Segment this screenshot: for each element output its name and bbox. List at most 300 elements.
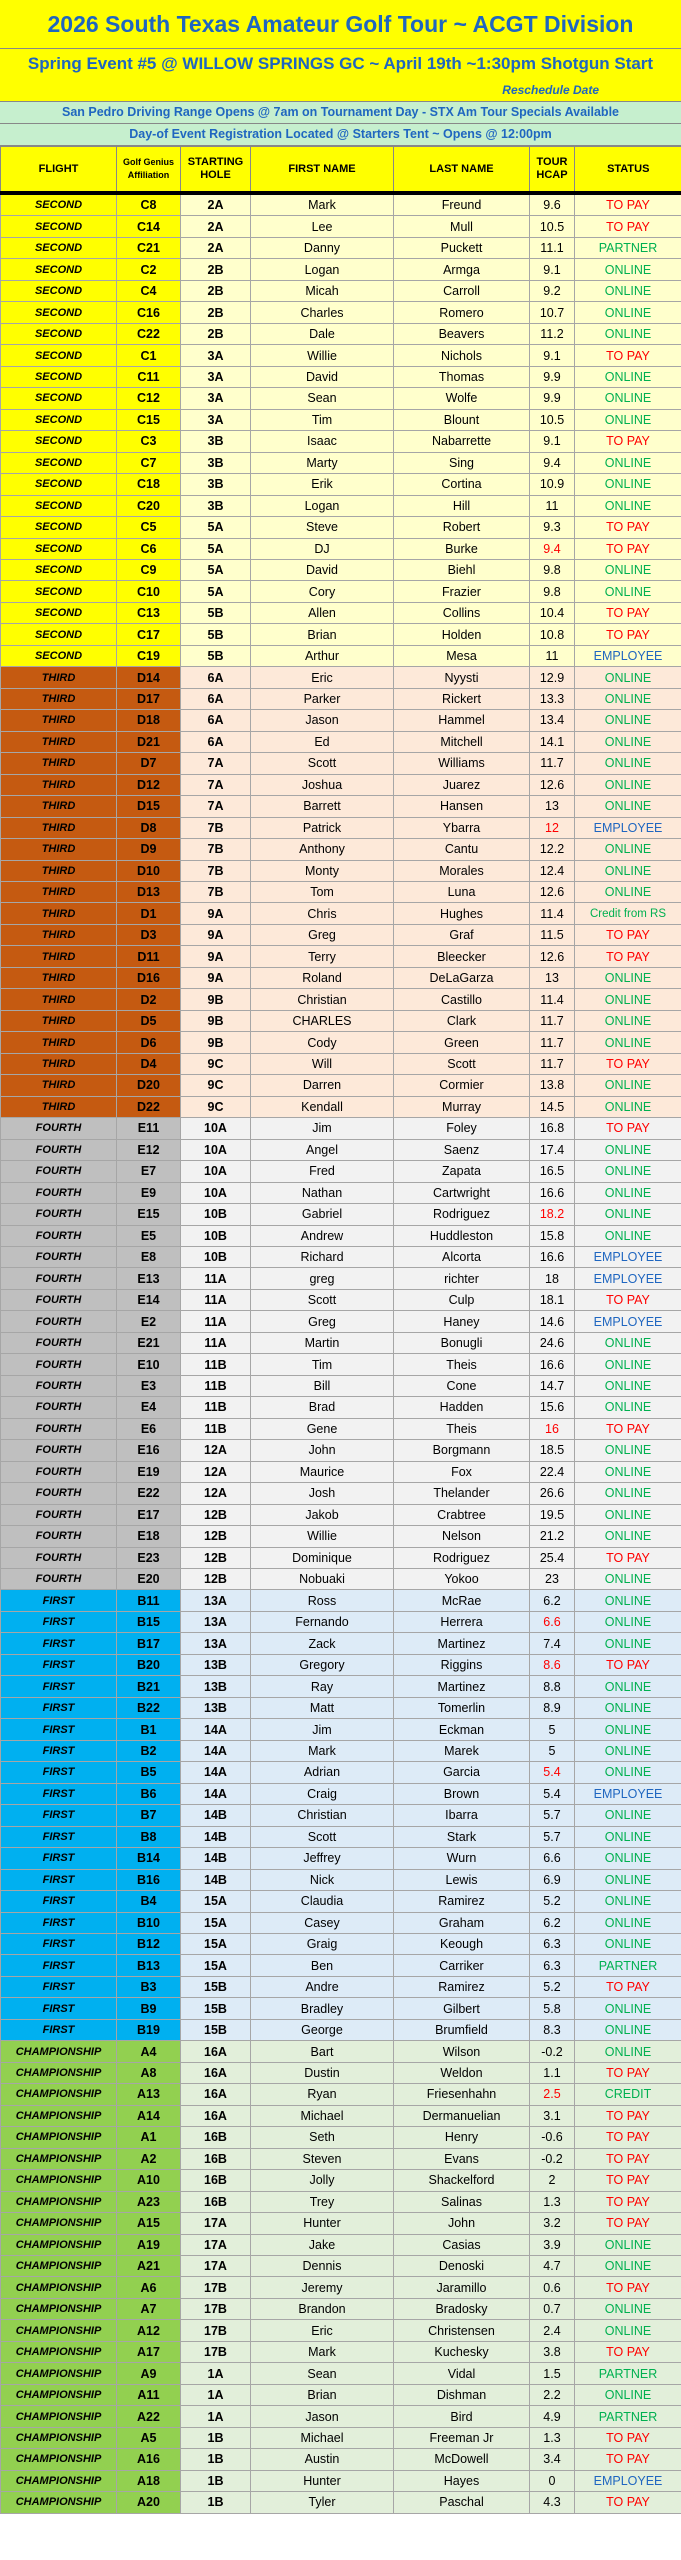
flight-cell: SECOND xyxy=(1,517,117,538)
starting-hole-cell: 9B xyxy=(181,1010,251,1031)
handicap-cell: 5.7 xyxy=(530,1826,575,1847)
status-cell: ONLINE xyxy=(575,1740,681,1761)
status-cell: ONLINE xyxy=(575,388,681,409)
last-name-cell: Blount xyxy=(394,409,530,430)
table-row[interactable] xyxy=(1,517,681,538)
flight-cell: CHAMPIONSHIP xyxy=(1,2256,117,2277)
first-name-cell: Andre xyxy=(251,1976,394,1997)
table-row[interactable] xyxy=(1,1826,681,1847)
status-cell: ONLINE xyxy=(575,1332,681,1353)
last-name-cell: Luna xyxy=(394,882,530,903)
table-row[interactable] xyxy=(1,1418,681,1439)
starting-hole-cell: 14A xyxy=(181,1719,251,1740)
affiliation-cell: C7 xyxy=(117,452,181,473)
last-name-cell: Mitchell xyxy=(394,731,530,752)
starting-hole-cell: 17B xyxy=(181,2298,251,2319)
first-name-cell: Richard xyxy=(251,1246,394,1267)
status-cell: ONLINE xyxy=(575,1762,681,1783)
affiliation-cell: A5 xyxy=(117,2427,181,2448)
table-row[interactable] xyxy=(1,1805,681,1826)
handicap-cell: 15.6 xyxy=(530,1397,575,1418)
table-row[interactable] xyxy=(1,581,681,602)
handicap-cell: 10.4 xyxy=(530,602,575,623)
first-name-cell: Austin xyxy=(251,2449,394,2470)
table-row[interactable] xyxy=(1,1032,681,1053)
table-row[interactable] xyxy=(1,2470,681,2491)
table-row[interactable] xyxy=(1,1139,681,1160)
col-hcap-header[interactable]: TOUR HCAP xyxy=(530,147,575,194)
starting-hole-cell: 11B xyxy=(181,1354,251,1375)
last-name-cell: Carriker xyxy=(394,1955,530,1976)
affiliation-cell: E15 xyxy=(117,1204,181,1225)
col-flight-header[interactable]: FLIGHT xyxy=(1,147,117,194)
starting-hole-cell: 16B xyxy=(181,2148,251,2169)
first-name-cell: Sean xyxy=(251,388,394,409)
table-row[interactable] xyxy=(1,1719,681,1740)
handicap-cell: 23 xyxy=(530,1569,575,1590)
table-row[interactable] xyxy=(1,1483,681,1504)
table-row[interactable] xyxy=(1,1526,681,1547)
affiliation-cell: D12 xyxy=(117,774,181,795)
table-row[interactable] xyxy=(1,817,681,838)
table-row[interactable] xyxy=(1,1096,681,1117)
table-row[interactable] xyxy=(1,2320,681,2341)
table-row[interactable] xyxy=(1,1375,681,1396)
status-cell: ONLINE xyxy=(575,452,681,473)
handicap-cell: 12.6 xyxy=(530,882,575,903)
affiliation-cell: B8 xyxy=(117,1826,181,1847)
flight-cell: CHAMPIONSHIP xyxy=(1,2320,117,2341)
flight-cell: FIRST xyxy=(1,1676,117,1697)
first-name-cell: Joshua xyxy=(251,774,394,795)
table-row[interactable] xyxy=(1,1289,681,1310)
handicap-cell: 8.8 xyxy=(530,1676,575,1697)
status-cell: ONLINE xyxy=(575,2234,681,2255)
status-cell: EMPLOYEE xyxy=(575,1311,681,1332)
table-row[interactable] xyxy=(1,1611,681,1632)
last-name-cell: Gilbert xyxy=(394,1998,530,2019)
flight-cell: CHAMPIONSHIP xyxy=(1,2449,117,2470)
table-row[interactable] xyxy=(1,2363,681,2384)
table-row[interactable] xyxy=(1,860,681,881)
last-name-cell: Theis xyxy=(394,1354,530,1375)
table-row[interactable] xyxy=(1,1053,681,1074)
first-name-cell: Scott xyxy=(251,1289,394,1310)
flight-cell: THIRD xyxy=(1,688,117,709)
starting-hole-cell: 16A xyxy=(181,2062,251,2083)
status-cell: ONLINE xyxy=(575,1204,681,1225)
starting-hole-cell: 15A xyxy=(181,1933,251,1954)
handicap-cell: 1.1 xyxy=(530,2062,575,2083)
table-row[interactable] xyxy=(1,538,681,559)
flight-cell: FIRST xyxy=(1,1783,117,1804)
handicap-cell: 14.6 xyxy=(530,1311,575,1332)
first-name-cell: Monty xyxy=(251,860,394,881)
table-row[interactable] xyxy=(1,1118,681,1139)
affiliation-cell: E20 xyxy=(117,1569,181,1590)
first-name-cell: Martin xyxy=(251,1332,394,1353)
table-row[interactable] xyxy=(1,1397,681,1418)
table-row[interactable] xyxy=(1,924,681,945)
last-name-cell: Brumfield xyxy=(394,2019,530,2040)
status-cell: ONLINE xyxy=(575,753,681,774)
table-row[interactable] xyxy=(1,2019,681,2040)
table-row[interactable] xyxy=(1,259,681,280)
table-row[interactable] xyxy=(1,602,681,623)
table-row[interactable] xyxy=(1,2406,681,2427)
flight-cell: FIRST xyxy=(1,1955,117,1976)
table-row[interactable] xyxy=(1,1676,681,1697)
affiliation-cell: C2 xyxy=(117,259,181,280)
last-name-cell: Garcia xyxy=(394,1762,530,1783)
table-row[interactable] xyxy=(1,796,681,817)
starting-hole-cell: 12B xyxy=(181,1504,251,1525)
table-row[interactable] xyxy=(1,1354,681,1375)
first-name-cell: Darren xyxy=(251,1075,394,1096)
table-row[interactable] xyxy=(1,1461,681,1482)
flight-cell: THIRD xyxy=(1,946,117,967)
table-row[interactable] xyxy=(1,2191,681,2212)
last-name-cell: Wurn xyxy=(394,1848,530,1869)
starting-hole-cell: 7A xyxy=(181,753,251,774)
affiliation-cell: E8 xyxy=(117,1246,181,1267)
table-row[interactable] xyxy=(1,1998,681,2019)
table-row[interactable] xyxy=(1,1440,681,1461)
table-row[interactable] xyxy=(1,2256,681,2277)
affiliation-cell: C6 xyxy=(117,538,181,559)
table-row[interactable] xyxy=(1,323,681,344)
first-name-cell: Steven xyxy=(251,2148,394,2169)
status-cell: ONLINE xyxy=(575,1096,681,1117)
starting-hole-cell: 9A xyxy=(181,924,251,945)
handicap-cell: 5 xyxy=(530,1719,575,1740)
last-name-cell: Nabarrette xyxy=(394,431,530,452)
table-row[interactable] xyxy=(1,431,681,452)
status-cell: TO PAY xyxy=(575,624,681,645)
table-row[interactable] xyxy=(1,237,681,258)
handicap-cell: 11.4 xyxy=(530,903,575,924)
table-row[interactable] xyxy=(1,409,681,430)
table-row[interactable] xyxy=(1,1225,681,1246)
table-row[interactable] xyxy=(1,193,681,216)
table-row[interactable] xyxy=(1,1161,681,1182)
flight-cell: CHAMPIONSHIP xyxy=(1,2277,117,2298)
table-row[interactable] xyxy=(1,280,681,301)
flight-cell: SECOND xyxy=(1,409,117,430)
table-row[interactable] xyxy=(1,839,681,860)
flight-cell: SECOND xyxy=(1,495,117,516)
starting-hole-cell: 7B xyxy=(181,860,251,881)
first-name-cell: Jason xyxy=(251,2406,394,2427)
first-name-cell: Dominique xyxy=(251,1547,394,1568)
table-row[interactable] xyxy=(1,1762,681,1783)
table-row[interactable] xyxy=(1,774,681,795)
first-name-cell: Barrett xyxy=(251,796,394,817)
starting-hole-cell: 9B xyxy=(181,989,251,1010)
table-row[interactable] xyxy=(1,2449,681,2470)
flight-cell: CHAMPIONSHIP xyxy=(1,2341,117,2362)
flight-cell: SECOND xyxy=(1,388,117,409)
handicap-cell: 3.1 xyxy=(530,2105,575,2126)
last-name-cell: Ramirez xyxy=(394,1976,530,1997)
status-cell: ONLINE xyxy=(575,581,681,602)
handicap-cell: 2 xyxy=(530,2170,575,2191)
table-row[interactable] xyxy=(1,1912,681,1933)
table-row[interactable] xyxy=(1,1891,681,1912)
handicap-cell: 3.8 xyxy=(530,2341,575,2362)
affiliation-cell: C15 xyxy=(117,409,181,430)
table-row[interactable] xyxy=(1,1569,681,1590)
table-row[interactable] xyxy=(1,2427,681,2448)
starting-hole-cell: 3A xyxy=(181,388,251,409)
table-row[interactable] xyxy=(1,1332,681,1353)
table-row[interactable] xyxy=(1,1246,681,1267)
table-row[interactable] xyxy=(1,1848,681,1869)
table-row[interactable] xyxy=(1,1976,681,1997)
first-name-cell: Jolly xyxy=(251,2170,394,2191)
handicap-cell: 10.9 xyxy=(530,474,575,495)
first-name-cell: Logan xyxy=(251,259,394,280)
last-name-cell: Martinez xyxy=(394,1676,530,1697)
status-cell: TO PAY xyxy=(575,2449,681,2470)
table-row[interactable] xyxy=(1,2492,681,2513)
table-row[interactable] xyxy=(1,667,681,688)
flight-cell: CHAMPIONSHIP xyxy=(1,2127,117,2148)
table-row[interactable] xyxy=(1,624,681,645)
starting-hole-cell: 2A xyxy=(181,193,251,216)
affiliation-cell: C11 xyxy=(117,366,181,387)
first-name-cell: Hunter xyxy=(251,2470,394,2491)
table-row[interactable] xyxy=(1,2105,681,2126)
handicap-cell: 12.4 xyxy=(530,860,575,881)
affiliation-cell: A13 xyxy=(117,2084,181,2105)
handicap-cell: 8.6 xyxy=(530,1654,575,1675)
table-row[interactable] xyxy=(1,1697,681,1718)
table-row[interactable] xyxy=(1,366,681,387)
flight-cell: SECOND xyxy=(1,323,117,344)
table-row[interactable] xyxy=(1,688,681,709)
table-row[interactable] xyxy=(1,2341,681,2362)
starting-hole-cell: 11B xyxy=(181,1418,251,1439)
starting-hole-cell: 13A xyxy=(181,1633,251,1654)
flight-cell: FIRST xyxy=(1,1891,117,1912)
table-row[interactable] xyxy=(1,474,681,495)
last-name-cell: Fox xyxy=(394,1461,530,1482)
flight-cell: SECOND xyxy=(1,366,117,387)
handicap-cell: 11.7 xyxy=(530,1032,575,1053)
table-row[interactable] xyxy=(1,903,681,924)
last-name-cell: Rodriguez xyxy=(394,1204,530,1225)
starting-hole-cell: 2B xyxy=(181,259,251,280)
flight-cell: SECOND xyxy=(1,538,117,559)
table-row[interactable] xyxy=(1,2148,681,2169)
table-row[interactable] xyxy=(1,302,681,323)
starting-hole-cell: 7A xyxy=(181,796,251,817)
flight-cell: FIRST xyxy=(1,1826,117,1847)
table-row[interactable] xyxy=(1,1075,681,1096)
col-last-name-header[interactable]: LAST NAME xyxy=(394,147,530,194)
table-row[interactable] xyxy=(1,2213,681,2234)
table-row[interactable] xyxy=(1,1590,681,1611)
handicap-cell: 11.2 xyxy=(530,323,575,344)
handicap-cell: 9.4 xyxy=(530,452,575,473)
last-name-cell: Murray xyxy=(394,1096,530,1117)
table-row[interactable] xyxy=(1,1933,681,1954)
table-row[interactable] xyxy=(1,216,681,237)
affiliation-cell: D6 xyxy=(117,1032,181,1053)
table-row[interactable] xyxy=(1,2127,681,2148)
col-status-header[interactable]: STATUS xyxy=(575,147,681,194)
flight-cell: SECOND xyxy=(1,581,117,602)
table-row[interactable] xyxy=(1,2041,681,2062)
affiliation-cell: A16 xyxy=(117,2449,181,2470)
status-cell: ONLINE xyxy=(575,1032,681,1053)
affiliation-cell: A12 xyxy=(117,2320,181,2341)
table-row[interactable] xyxy=(1,1204,681,1225)
flight-cell: FOURTH xyxy=(1,1204,117,1225)
table-row[interactable] xyxy=(1,1010,681,1031)
flight-cell: CHAMPIONSHIP xyxy=(1,2406,117,2427)
table-row[interactable] xyxy=(1,645,681,666)
table-row[interactable] xyxy=(1,2170,681,2191)
table-row[interactable] xyxy=(1,1955,681,1976)
table-row[interactable] xyxy=(1,1740,681,1761)
col-first-name-header[interactable]: FIRST NAME xyxy=(251,147,394,194)
first-name-cell: Fernando xyxy=(251,1611,394,1632)
col-affiliation-header[interactable]: Golf Genius Affiliation xyxy=(117,147,181,194)
first-name-cell: David xyxy=(251,366,394,387)
table-row[interactable] xyxy=(1,1547,681,1568)
table-row[interactable] xyxy=(1,967,681,988)
flight-cell: CHAMPIONSHIP xyxy=(1,2492,117,2513)
first-name-cell: Jeremy xyxy=(251,2277,394,2298)
first-name-cell: Craig xyxy=(251,1783,394,1804)
table-row[interactable] xyxy=(1,1783,681,1804)
affiliation-cell: B16 xyxy=(117,1869,181,1890)
flight-cell: CHAMPIONSHIP xyxy=(1,2384,117,2405)
table-row[interactable] xyxy=(1,1633,681,1654)
status-cell: ONLINE xyxy=(575,559,681,580)
handicap-cell: 12.6 xyxy=(530,946,575,967)
flight-cell: FOURTH xyxy=(1,1139,117,1160)
flight-cell: FOURTH xyxy=(1,1246,117,1267)
status-cell: Credit from RS xyxy=(575,903,681,924)
status-cell: ONLINE xyxy=(575,495,681,516)
table-row[interactable] xyxy=(1,2084,681,2105)
table-row[interactable] xyxy=(1,731,681,752)
table-row[interactable] xyxy=(1,1869,681,1890)
flight-cell: SECOND xyxy=(1,559,117,580)
table-row[interactable] xyxy=(1,946,681,967)
table-row[interactable] xyxy=(1,2384,681,2405)
table-row[interactable] xyxy=(1,1654,681,1675)
status-cell: ONLINE xyxy=(575,1440,681,1461)
status-cell: ONLINE xyxy=(575,1633,681,1654)
first-name-cell: Gregory xyxy=(251,1654,394,1675)
affiliation-cell: B1 xyxy=(117,1719,181,1740)
starting-hole-cell: 10B xyxy=(181,1225,251,1246)
first-name-cell: Ray xyxy=(251,1676,394,1697)
col-hole-header[interactable]: STARTING HOLE xyxy=(181,147,251,194)
status-cell: TO PAY xyxy=(575,2427,681,2448)
flight-cell: FIRST xyxy=(1,1933,117,1954)
status-cell: ONLINE xyxy=(575,1526,681,1547)
table-row[interactable] xyxy=(1,388,681,409)
status-cell: ONLINE xyxy=(575,1998,681,2019)
table-row[interactable] xyxy=(1,989,681,1010)
table-row[interactable] xyxy=(1,2277,681,2298)
status-cell: TO PAY xyxy=(575,2341,681,2362)
table-row[interactable] xyxy=(1,495,681,516)
handicap-cell: 18 xyxy=(530,1268,575,1289)
range-note: San Pedro Driving Range Opens @ 7am on Tournament Day - STX Am Tour Specials Available xyxy=(0,102,681,124)
status-cell: TO PAY xyxy=(575,602,681,623)
affiliation-cell: E17 xyxy=(117,1504,181,1525)
flight-cell: SECOND xyxy=(1,193,117,216)
affiliation-cell: E3 xyxy=(117,1375,181,1396)
affiliation-cell: C12 xyxy=(117,388,181,409)
status-cell: TO PAY xyxy=(575,1289,681,1310)
table-row[interactable] xyxy=(1,2234,681,2255)
status-cell: ONLINE xyxy=(575,710,681,731)
status-cell: TO PAY xyxy=(575,1418,681,1439)
flight-cell: SECOND xyxy=(1,302,117,323)
status-cell: ONLINE xyxy=(575,796,681,817)
flight-cell: THIRD xyxy=(1,731,117,752)
first-name-cell: Ed xyxy=(251,731,394,752)
first-name-cell: Michael xyxy=(251,2427,394,2448)
table-row[interactable] xyxy=(1,1504,681,1525)
first-name-cell: Bart xyxy=(251,2041,394,2062)
handicap-cell: 4.3 xyxy=(530,2492,575,2513)
table-row[interactable] xyxy=(1,753,681,774)
first-name-cell: Chris xyxy=(251,903,394,924)
status-cell: ONLINE xyxy=(575,860,681,881)
table-row[interactable] xyxy=(1,882,681,903)
first-name-cell: Mark xyxy=(251,1740,394,1761)
first-name-cell: Dustin xyxy=(251,2062,394,2083)
last-name-cell: Weldon xyxy=(394,2062,530,2083)
table-row[interactable] xyxy=(1,2298,681,2319)
table-row[interactable] xyxy=(1,1182,681,1203)
table-row[interactable] xyxy=(1,1311,681,1332)
table-row[interactable] xyxy=(1,2062,681,2083)
flight-cell: THIRD xyxy=(1,753,117,774)
status-cell: EMPLOYEE xyxy=(575,1246,681,1267)
handicap-cell: 14.1 xyxy=(530,731,575,752)
table-row[interactable] xyxy=(1,1268,681,1289)
starting-hole-cell: 11A xyxy=(181,1311,251,1332)
table-row[interactable] xyxy=(1,452,681,473)
status-cell: TO PAY xyxy=(575,216,681,237)
last-name-cell: Dermanuelian xyxy=(394,2105,530,2126)
affiliation-cell: C16 xyxy=(117,302,181,323)
table-row[interactable] xyxy=(1,559,681,580)
starting-hole-cell: 17A xyxy=(181,2256,251,2277)
first-name-cell: Dale xyxy=(251,323,394,344)
flight-cell: CHAMPIONSHIP xyxy=(1,2470,117,2491)
starting-hole-cell: 10A xyxy=(181,1139,251,1160)
table-row[interactable] xyxy=(1,710,681,731)
affiliation-cell: D7 xyxy=(117,753,181,774)
starting-hole-cell: 11B xyxy=(181,1375,251,1396)
last-name-cell: Mesa xyxy=(394,645,530,666)
status-cell: TO PAY xyxy=(575,2170,681,2191)
handicap-cell: 11.1 xyxy=(530,237,575,258)
starting-hole-cell: 5A xyxy=(181,538,251,559)
table-row[interactable] xyxy=(1,345,681,366)
starting-hole-cell: 14B xyxy=(181,1805,251,1826)
